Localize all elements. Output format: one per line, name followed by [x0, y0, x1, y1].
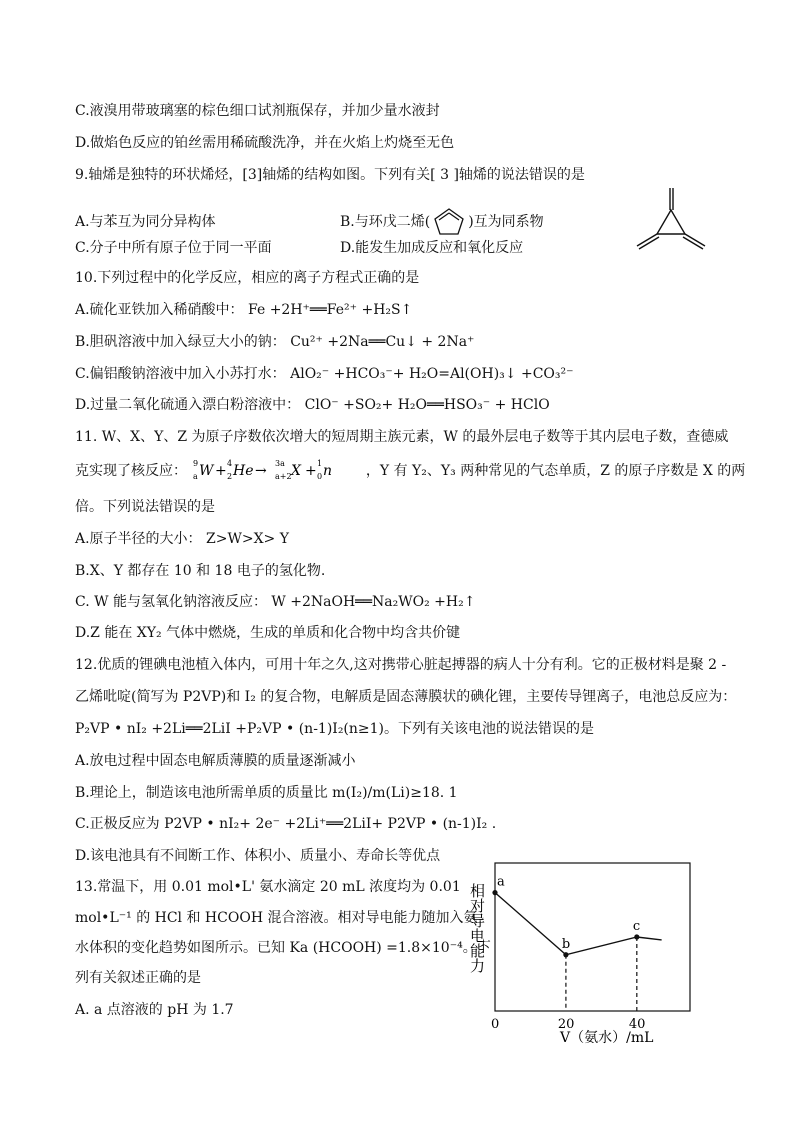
point-label-a: a: [497, 874, 505, 890]
q9-option-a: A.与苯互为同分异构体: [75, 214, 216, 230]
svg-text:X: X: [291, 463, 302, 479]
y-axis-label: 相对导电能力: [468, 883, 486, 973]
svg-text:2: 2: [227, 472, 233, 481]
q11-stem-3: 倍。下列说法错误的是: [75, 499, 215, 515]
point-label-b: b: [561, 936, 571, 952]
q12-option-a: A.放电过程中固态电解质薄膜的质量逐渐减小: [75, 753, 356, 769]
svg-text:3a: 3a: [275, 459, 286, 468]
q11-option-d: D.Z 能在 XY₂ 气体中燃烧，生成的单质和化合物中均含共价键: [75, 625, 461, 641]
q8-option-d: D.做焰色反应的铂丝需用稀硫酸洗净，并在火焰上灼烧至无色: [75, 135, 455, 151]
x-tick-label: 40: [628, 1017, 646, 1032]
svg-text:9: 9: [193, 459, 199, 468]
q12-option-b: B.理论上，制造该电池所需单质的质量比 m(I₂)/m(Li)≥18. 1: [75, 785, 458, 801]
radialene-structure: [625, 180, 715, 260]
svg-text:+: +: [215, 463, 228, 479]
q13-stem-4: 列有关叙述正确的是: [75, 970, 201, 986]
q11-stem-2-post: ，Y 有 Y₂、Y₃ 两种常见的气态单质，Z 的原子序数是 X 的两: [365, 463, 746, 479]
q10-option-c: C.偏铝酸钠溶液中加入小苏打水： AlO₂⁻ +HCO₃⁻+ H₂O=Al(OH)₃↓ +CO₃²⁻: [75, 366, 574, 382]
plot-frame: [495, 863, 690, 1011]
q12-option-d: D.该电池具有不间断工作、体积小、质量小、寿命长等优点: [75, 848, 441, 864]
svg-text:1: 1: [317, 459, 323, 468]
q12-stem-1: 12.优质的锂碘电池植入体内，可用十年之久,这对携带心脏起搏器的病人十分有利。它的正极材料是聚 2 -: [75, 657, 727, 673]
q12-option-c: C.正极反应为 P2VP • nI₂+ 2e⁻ +2Li⁺══2LiI+ P2VP • (n-1)I₂ .: [75, 816, 497, 832]
q13-option-a: A. a 点溶液的 pH 为 1.7: [75, 1002, 234, 1018]
q10-stem: 10.下列过程中的化学反应，相应的离子方程式正确的是: [75, 270, 420, 286]
q10-option-a: A.硫化亚铁加入稀硝酸中： Fe +2H⁺══Fe²⁺ +H₂S↑: [75, 302, 413, 318]
q9-option-b-post: )互为同系物: [468, 214, 544, 230]
svg-text:4: 4: [227, 459, 233, 468]
q11-stem-2: [75, 461, 745, 481]
q9-option-b: [340, 212, 544, 232]
data-point-b: [563, 952, 568, 957]
svg-text:W: W: [199, 463, 214, 479]
q10-option-d: D.过量二氧化硫通入漂白粉溶液中： ClO⁻ +SO₂+ H₂O══HSO₃⁻ + HClO: [75, 397, 550, 413]
svg-text:n: n: [323, 463, 333, 479]
q12-stem-2: 乙烯吡啶(简写为 P2VP)和 I₂ 的复合物，电解质是固态薄膜状的碘化锂，主要传导锂离子，电池总反应为：: [75, 689, 737, 705]
q9-option-b-pre: B.与环戊二烯(: [340, 214, 431, 230]
data-point-c: [634, 934, 639, 939]
q12-stem-3: P₂VP • nI₂ +2Li══2LiI +P₂VP • (n-1)I₂(n≥1)。下列有关该电池的说法错误的是: [75, 721, 595, 737]
x-tick-label: 0: [491, 1017, 500, 1032]
svg-text:a: a: [193, 472, 199, 481]
q8-option-c: C.液溴用带玻璃塞的棕色细口试剂瓶保存，并加少量水液封: [75, 103, 440, 119]
point-label-c: c: [632, 919, 641, 934]
q9-option-c: C.分子中所有原子位于同一平面: [75, 240, 272, 256]
conductivity-chart: [455, 855, 700, 1050]
data-point-a: [492, 890, 497, 895]
svg-text:a+2: a+2: [275, 472, 293, 481]
x-tick-label: 20: [557, 1017, 575, 1032]
q13-stem-2: mol•L⁻¹ 的 HCl 和 HCOOH 混合溶液。相对导电能力随加入氨: [75, 910, 478, 926]
q9-option-d: D.能发生加成反应和氧化反应: [340, 240, 524, 256]
x-axis-label: V（氨水）/mL: [560, 1030, 654, 1046]
svg-text:0: 0: [317, 472, 323, 481]
q11-option-c: C. W 能与氢氧化钠溶液反应： W +2NaOH══Na₂WO₂ +H₂↑: [75, 594, 476, 610]
q13-stem-1: 13.常温下，用 0.01 mol•L' 氨水滴定 20 mL 浓度均为 0.01: [75, 879, 461, 895]
nuclear-reaction-equation: [191, 461, 361, 481]
svg-text:+: +: [305, 463, 318, 479]
q11-option-a: A.原子半径的大小： Z>W>X> Y: [75, 531, 289, 547]
q10-option-b: B.胆矾溶液中加入绿豆大小的钠： Cu²⁺ +2Na══Cu↓ + 2Na⁺: [75, 334, 475, 350]
svg-text:He: He: [233, 463, 254, 479]
q11-stem-2-pre: 克实现了核反应：: [75, 463, 187, 479]
q13-stem-3: 水体积的变化趋势如图所示。已知 Ka (HCOOH) =1.8×10⁻⁴。下: [75, 940, 491, 956]
q9-stem: 9.轴烯是独特的环状烯烃，[3]轴烯的结构如图。下列有关[ 3 ]轴烯的说法错误的是: [75, 167, 585, 183]
svg-text:→: →: [255, 463, 268, 479]
q11-stem-1: 11. W、X、Y、Z 为原子序数依次增大的短周期主族元素，W 的最外层电子数等于其内层电子数，查德威: [75, 429, 729, 445]
q11-option-b: B.X、Y 都存在 10 和 18 电子的氢化物.: [75, 563, 326, 579]
cyclopentadiene-structure: [430, 212, 468, 232]
